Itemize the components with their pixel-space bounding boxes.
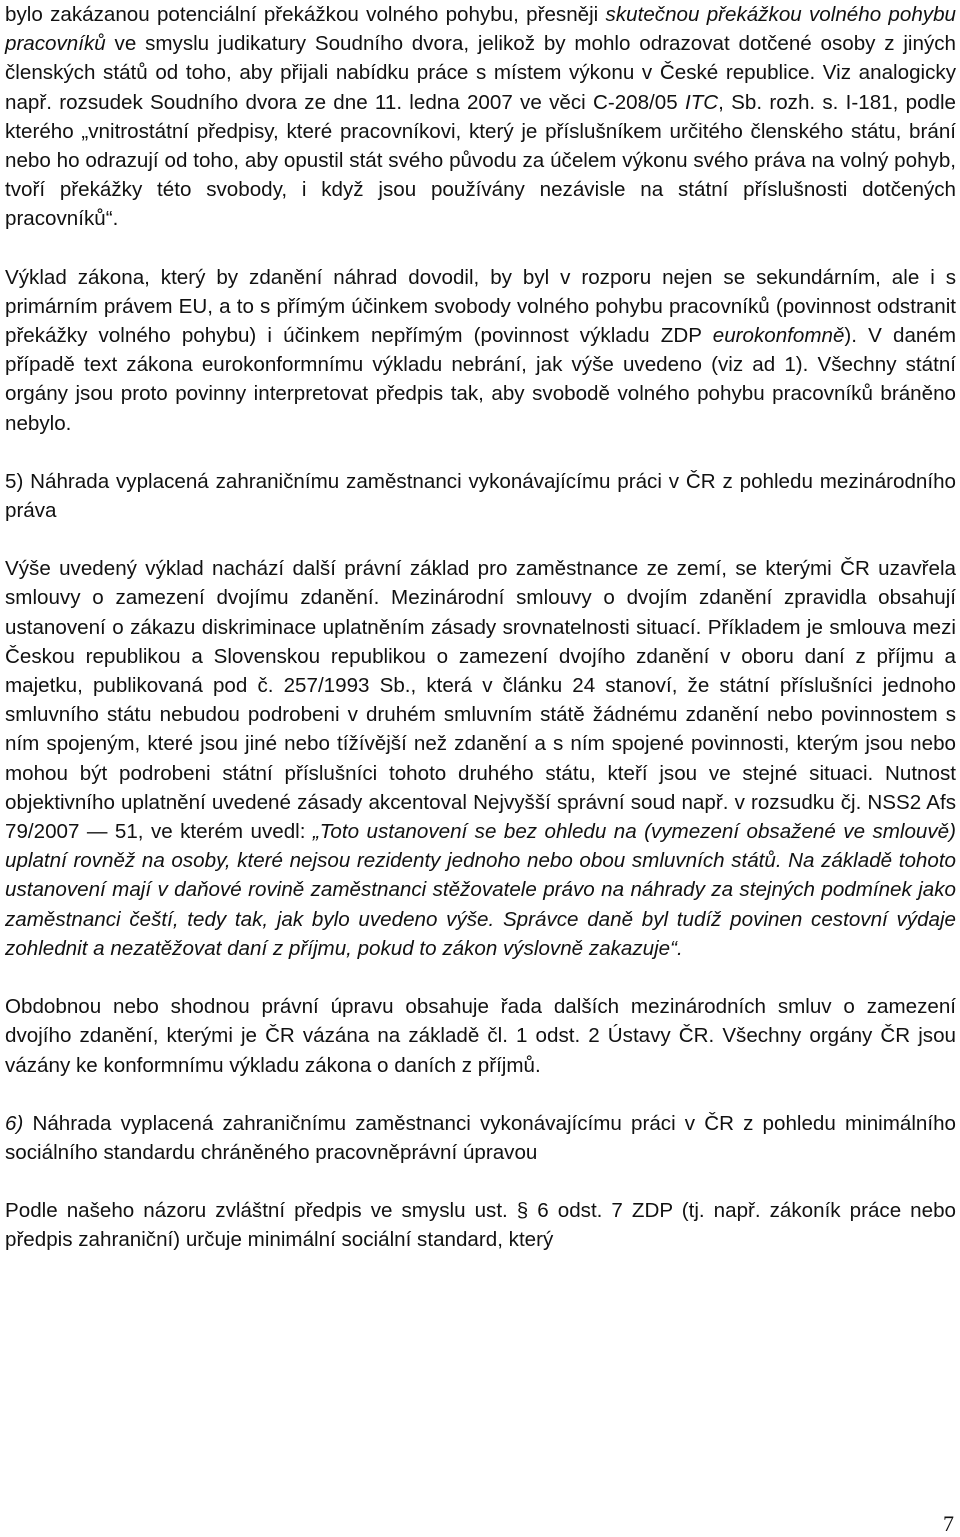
text-span: ). V daném případě text zákona eurokonformnímu výkladu nebrání, jak výše uvedeno (viz ad 1). Všechny státní orgány jsou proto povinny interpretovat předpis tak, aby svobodě volného pohybu pracovníků bráněno nebylo.	[5, 324, 956, 435]
paragraph-gap	[5, 963, 956, 992]
section-heading-5: 5) Náhrada vyplacená zahraničnímu zaměstnanci vykonávajícímu práci v ČR z pohledu mezinárodního práva	[5, 469, 956, 523]
heading-number: 6)	[5, 1111, 24, 1135]
quote-italic: „Toto ustanovení se bez ohledu na (vymezení obsažené ve smlouvě) uplatní rovněž na osoby, které nejsou rezidenty jednoho nebo obou smluvních států. Na základě tohoto ustanovení mají v daňové rovině zaměstnanci stěžovatele právo na náhrady za stejných podmínek jako zaměstnanci čeští, tedy tak, jak bylo uvedeno výše. Správce daně byl tudíž povinen cestovní výdaje zohlednit a nezatěžovat daní z příjmu, pokud to zákon výslovně zakazuje“.	[5, 820, 956, 960]
heading-text: Náhrada vyplacená zahraničnímu zaměstnanci vykonávajícímu práci v ČR z pohledu minimálního sociálního standardu chráněného pracovněprávní úpravou	[5, 1111, 956, 1164]
text-span: Výklad zákona, který by zdanění náhrad dovodil, by byl v rozporu nejen se sekundárním, ale i s primárním právem EU, a to s přímým účinkem svobody volného pohybu pracovníků (povinnost odstranit překážky volného pohybu) i účinkem nepřímým (povinnost výkladu ZDP	[5, 265, 956, 348]
case-name-italic: ITC	[684, 90, 719, 114]
paragraph-international-law	[5, 554, 956, 963]
paragraph-treaties: Obdobnou nebo shodnou právní úpravu obsahuje řada dalších mezinárodních smluv o zamezení dvojího zdanění, kterými je ČR vázána na základě čl. 1 odst. 2 Ústavy ČR. Všechny orgány ČR jsou vázány ke konformnímu výkladu zákona o daních z příjmů.	[5, 995, 956, 1077]
text-span: bylo zakázanou potenciální překážkou volného pohybu, přesněji	[5, 3, 606, 26]
italic-span: skutečnou překážkou volného pohybu pracovníků	[5, 3, 956, 56]
paragraph-gap	[5, 1167, 956, 1196]
text-span: ve smyslu judikatury Soudního dvora, jelikož by mohlo odrazovat dotčené osoby z jiných členských států od toho, aby přijali nabídku práce s místem výkonu v České republice. Viz analogicky např. rozsudek Soudního dvora ze dne 11. ledna 2007 ve věci C‑208/05	[5, 32, 956, 114]
text-span: , Sb. rozh. s. I‑181, podle kterého „vnitrostátní předpisy, které pracovníkovi, který je příslušníkem určitého členského státu, brání nebo ho odrazují od toho, aby opustil stát svého původu za účelem výkonu svého práva na volný pohyb, tvoří překážky této svobody, i když jsou používány nezávisle na státní příslušnosti dotčených pracovníků“.	[5, 90, 957, 231]
paragraph-eu-law	[5, 263, 956, 438]
paragraph-free-movement	[5, 0, 956, 234]
document-page	[5, 0, 956, 1255]
paragraph-gap	[5, 234, 956, 263]
paragraph-gap	[5, 438, 956, 467]
paragraph-gap	[5, 525, 956, 554]
text-span: Výše uvedený výklad nachází další právní základ pro zaměstnance ze zemí, se kterými ČR uzavřela smlouvy o zamezení dvojímu zdanění. Mezinárodní smlouvy o dvojím zdanění zpravidla obsahují ustanovení o zákazu diskriminace uplatněním zásady srovnatelnosti situací. Příkladem je smlouva mezi Českou republikou a Slovenskou republikou o zamezení dvojího zdanění v oboru daní z příjmu a majetku, publikovaná pod č. 257/1993 Sb., která v článku 24 stanoví, že státní příslušníci jednoho smluvního státu nebudou podrobeni v druhém smluvním státě žádnému zdanění nebo povinnostem s ním spojeným, které jsou jiné nebo tížívější než zdanění a s ním spojené povinnosti, kterým jsou nebo mohou být podrobeni státní příslušníci tohoto druhého státu, kteří jsou ve stejné situaci. Nutnost objektivního uplatnění uvedené zásady akcentoval Nejvyšší správní soud např. v rozsudku čj. NSS2 Afs 79/2007 — 51, ve kterém uvedl:	[5, 557, 956, 844]
paragraph-gap	[5, 1080, 956, 1109]
section-heading-6	[5, 1109, 956, 1167]
page-number: 7	[943, 1511, 954, 1536]
paragraph-social-standard: Podle našeho názoru zvláštní předpis ve smyslu ust. § 6 odst. 7 ZDP (tj. např. zákoník práce nebo předpis zahraniční) určuje minimální sociální standard, který	[5, 1199, 956, 1252]
italic-span: eurokonfomně	[712, 324, 845, 348]
